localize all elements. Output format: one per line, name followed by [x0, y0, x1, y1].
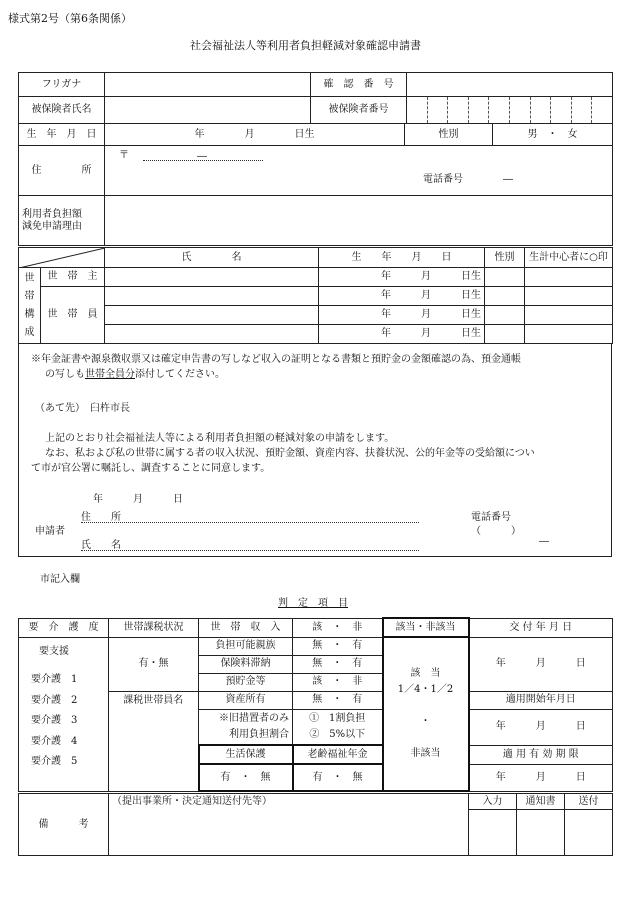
form-code: 様式第2号（第6条関係）: [8, 12, 132, 25]
col-name: 氏 名: [105, 248, 319, 268]
applicant-table: [18, 72, 613, 124]
care-level-3: 要介護 3: [31, 715, 78, 726]
issue-date-value[interactable]: 年 月 日: [469, 637, 613, 691]
member3-sex-field[interactable]: [485, 325, 525, 344]
body-line2: なお、私および私の世帯に属する者の収入状況、預貯金額、資産内容、扶養状況、公的年金等の受給額につい: [45, 448, 535, 459]
start-date-value[interactable]: 年 月 日: [469, 709, 613, 745]
care-level-cell[interactable]: [19, 637, 109, 791]
head-birth-field[interactable]: 年 月 日生: [319, 268, 485, 287]
tax-yesno[interactable]: 有・無: [109, 637, 199, 691]
household-table: [18, 247, 613, 344]
member2-sex-field[interactable]: [485, 306, 525, 325]
head-sex-field[interactable]: [485, 268, 525, 287]
old-measure-label: ※旧措置者のみ: [219, 712, 289, 724]
col-care-level: 要 介 護 度: [19, 618, 109, 637]
col-main-earner: 生計中心者に○印: [525, 248, 613, 268]
phone-label: 電話番号: [423, 174, 463, 185]
remarks-field[interactable]: [109, 794, 469, 856]
col-applicable: 該当・非該当: [383, 618, 469, 637]
pension-value[interactable]: 有 ・ 無: [293, 764, 383, 791]
office-section-label: 市記入欄: [40, 574, 80, 585]
member3-name-field[interactable]: [105, 325, 319, 344]
address-reason-rows: [18, 145, 613, 246]
income-item-3: 預貯金等: [199, 673, 293, 691]
welfare-value[interactable]: 有 ・ 無: [199, 764, 293, 791]
insured-name-field[interactable]: [105, 97, 311, 124]
col-sex: 性別: [485, 248, 525, 268]
ratio-text: 1／4・1／2: [397, 684, 454, 695]
income-value-2[interactable]: 無 ・ 有: [293, 655, 383, 673]
applicant-label: 申請者: [35, 526, 65, 537]
remarks-label: 備 考: [19, 794, 109, 856]
burden-ratio-label: 利用負担割合: [229, 728, 289, 740]
not-applicable-text: 非該当: [410, 748, 441, 759]
stamp-send-label: 送付: [565, 794, 613, 810]
applicant-address-line[interactable]: [81, 522, 419, 523]
member-label: 世 帯 員: [41, 287, 105, 344]
insured-no-label: 被保険者番号: [311, 97, 407, 124]
applicant-phone-dash: ―: [539, 536, 549, 547]
address-field[interactable]: [105, 146, 613, 196]
confirm-no-label: 確 認 番 号: [311, 73, 407, 97]
stamp-send-box[interactable]: [565, 810, 613, 856]
care-level-2: 要介護 2: [31, 694, 78, 706]
side-char-2: 帯: [24, 290, 35, 302]
care-level-5: 要介護 5: [31, 756, 78, 767]
judgement-table: [18, 617, 613, 792]
applicant-address-label: 住 所: [81, 512, 121, 523]
household-corner: [19, 248, 105, 268]
care-level-4: 要介護 4: [31, 735, 78, 747]
postal-mark: 〒: [119, 150, 129, 161]
income-value-3[interactable]: 該 ・ 非: [293, 673, 383, 691]
income-item-4: 資産所有: [199, 691, 293, 709]
valid-period-value[interactable]: 年 月 日: [469, 764, 613, 791]
insured-name-label: 被保険者氏名: [19, 97, 105, 124]
side-char-3: 構: [24, 308, 35, 320]
reason-label-line1: 利用者負担額: [22, 209, 82, 220]
option-2: ② 5%以下: [309, 728, 366, 740]
burden-options[interactable]: [293, 709, 383, 745]
member1-sex-field[interactable]: [485, 287, 525, 306]
applicable-text: 該 当: [410, 668, 441, 679]
col-tax-status: 世帯課税状況: [109, 618, 199, 637]
address-label: 住 所: [19, 146, 105, 196]
household-side-label: [19, 268, 41, 344]
member3-main-field[interactable]: [525, 325, 613, 344]
tax-members[interactable]: 課税世帯員名: [109, 691, 199, 791]
sex-label: 性別: [405, 124, 493, 146]
head-main-field[interactable]: [525, 268, 613, 287]
confirm-no-field[interactable]: [407, 73, 613, 97]
furigana-field[interactable]: [105, 73, 311, 97]
postal-separator: ―: [197, 151, 207, 162]
care-support: 要支援: [39, 645, 69, 657]
member2-name-field[interactable]: [105, 306, 319, 325]
reason-label-line2: 減免申請理由: [22, 220, 82, 232]
stamp-input-label: 入力: [469, 794, 517, 810]
page-title: 社会福祉法人等利用者負担軽減対象確認申請書: [190, 39, 421, 52]
pension-label: 老齢福祉年金: [293, 745, 383, 764]
birth-label: 生 年 月 日: [19, 124, 105, 146]
note-line2-pre: の写しも: [45, 369, 85, 380]
body-line1: 上記のとおり社会福祉法人等による利用者負担額の軽減対象の申請をします。: [45, 433, 395, 444]
stamp-notice-label: 通知書: [517, 794, 565, 810]
col-household-income: 世 帯 収 入: [199, 618, 293, 637]
old-measure-cell: [199, 709, 293, 745]
stamp-input-box[interactable]: [469, 810, 517, 856]
remarks-table: [18, 793, 613, 856]
valid-period-label: 適 用 有 効 期 限: [469, 745, 613, 764]
member2-birth-field[interactable]: 年 月 日生: [319, 306, 485, 325]
remarks-note: （提出事業所・決定通知送付先等）: [112, 796, 272, 807]
diagonal-line: [19, 248, 105, 268]
application-date[interactable]: 年 月 日: [93, 494, 183, 505]
insured-no-field[interactable]: [407, 97, 613, 124]
note-line2: [45, 365, 225, 380]
member2-main-field[interactable]: [525, 306, 613, 325]
applicant-phone-label: 電話番号: [471, 512, 511, 523]
start-date-label: 適用開始年月日: [469, 691, 613, 709]
welfare-label: 生活保護: [199, 745, 293, 764]
note-line2-underline: 世帯全員分: [85, 369, 135, 380]
reason-label: [19, 196, 105, 246]
body-line3: て市が官公署に嘱託し、調査することに同意します。: [31, 463, 271, 474]
birth-row: [18, 123, 613, 146]
side-char-1: 世: [24, 272, 35, 284]
head-label: 世 帯 主: [41, 268, 105, 287]
separator-dot: ・: [420, 716, 431, 727]
income-value-1[interactable]: 無 ・ 有: [293, 637, 383, 655]
member1-birth-field[interactable]: 年 月 日生: [319, 287, 485, 306]
side-char-4: 成: [24, 326, 35, 338]
col-issue-date: 交 付 年 月 日: [469, 618, 613, 637]
applicant-phone-paren: （ ）: [471, 526, 521, 537]
applicable-cell[interactable]: [383, 637, 469, 791]
care-level-1: 要介護 1: [31, 674, 78, 685]
reason-field[interactable]: [105, 196, 613, 246]
member3-birth-field[interactable]: 年 月 日生: [319, 325, 485, 344]
income-item-1: 負担可能親族: [199, 637, 293, 655]
applicant-name-line[interactable]: [81, 550, 419, 551]
income-item-2: 保険料滞納: [199, 655, 293, 673]
note-line1: ※年金証書や源泉徴収票又は確定申告書の写しなど収入の証明となる書類と預貯金の金額確認の為、預金通帳: [31, 354, 521, 365]
applicant-name-label: 氏 名: [81, 540, 121, 551]
income-value-4[interactable]: 無 ・ 有: [293, 691, 383, 709]
furigana-label: フリガナ: [19, 73, 105, 97]
declaration-box: [18, 344, 612, 557]
sex-field[interactable]: 男 ・ 女: [493, 124, 613, 146]
judge-title: 判 定 項 目: [278, 598, 348, 609]
col-birth: 生 年 月 日: [319, 248, 485, 268]
note-line2-post: 添付してください。: [135, 369, 225, 380]
option-1: ① 1割負担: [309, 712, 366, 724]
head-name-field[interactable]: [105, 268, 319, 287]
stamp-notice-box[interactable]: [517, 810, 565, 856]
member1-name-field[interactable]: [105, 287, 319, 306]
member1-main-field[interactable]: [525, 287, 613, 306]
addressee: （あて先） 臼杵市長: [35, 403, 130, 414]
birth-field[interactable]: 年 月 日生: [105, 124, 405, 146]
col-yes-no: 該 ・ 非: [293, 618, 383, 637]
phone-separator: ―: [503, 174, 513, 185]
